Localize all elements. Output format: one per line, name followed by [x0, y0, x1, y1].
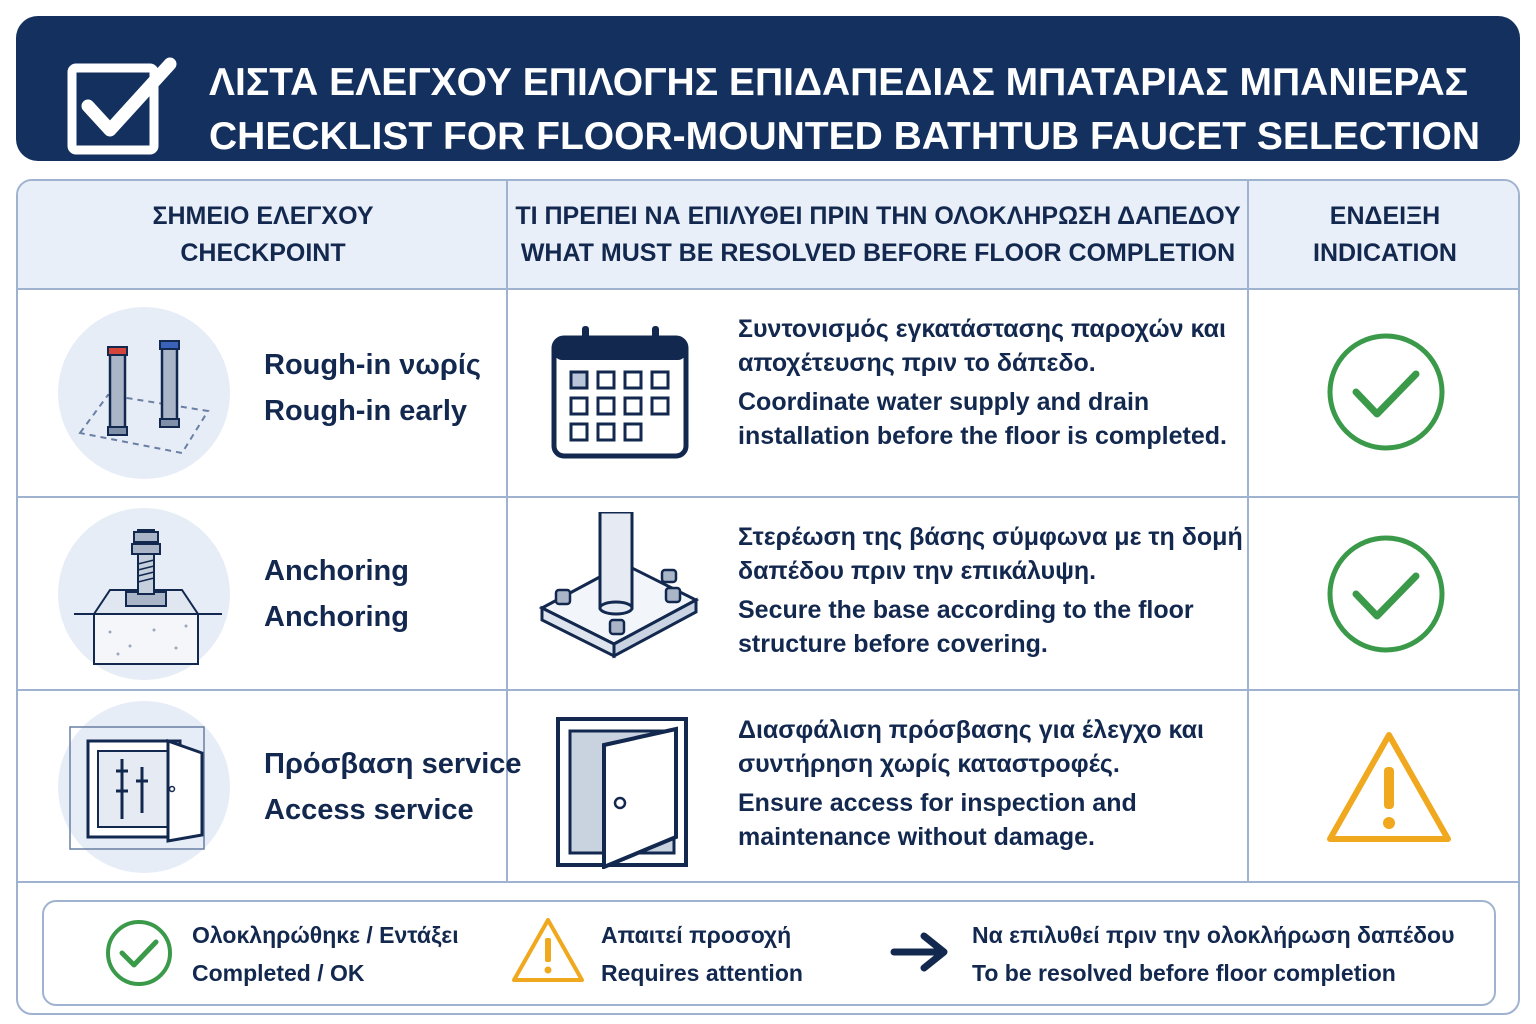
legend-label-greek: Απαιτεί προσοχή	[601, 922, 792, 948]
title-banner	[16, 16, 1520, 161]
column-header-greek: ΣΗΜΕΙΟ ΕΛΕΓΧΟΥ	[152, 201, 374, 230]
column-header-greek: ΤΙ ΠΡΕΠΕΙ ΝΑ ΕΠΙΛΥΘΕΙ ΠΡΙΝ ΤΗΝ ΟΛΟΚΛΗΡΩΣΗ ΔΑΠΕΔΟΥ	[515, 201, 1241, 230]
resolve-text-greek: Διασφάλιση πρόσβασης για έλεγχο και συντήρηση χωρίς καταστροφές.	[738, 716, 1204, 778]
warning-triangle-icon	[1324, 729, 1454, 845]
calendar-icon	[538, 326, 708, 460]
column-header-english: INDICATION	[1313, 238, 1457, 267]
warning-triangle-icon	[510, 916, 586, 984]
checkpoint-label-english: Rough-in early	[264, 395, 468, 427]
checklist-table	[16, 179, 1520, 1015]
legend-label-english: Completed / OK	[192, 960, 365, 986]
row-divider	[18, 881, 1518, 883]
checkpoint-label-greek: Anchoring	[264, 555, 409, 587]
check-circle-icon	[1324, 532, 1448, 656]
legend-label-greek: Να επιλυθεί πριν την ολοκλήρωση δαπέδου	[972, 922, 1455, 948]
resolve-text-english: Ensure access for inspection and maintenance without damage.	[738, 789, 1137, 851]
table-row	[18, 290, 1518, 496]
legend-label-english: To be resolved before floor completion	[972, 960, 1396, 986]
checkpoint-label-english: Anchoring	[264, 601, 409, 633]
checkpoint-label-greek: Πρόσβαση service	[264, 748, 522, 780]
column-header-resolve	[508, 181, 1248, 288]
legend	[42, 900, 1496, 1006]
legend-item-completed	[192, 916, 459, 992]
resolve-text	[738, 312, 1248, 453]
base-plate-icon	[538, 512, 718, 662]
legend-item-resolve	[972, 916, 1454, 992]
title-english: CHECKLIST FOR FLOOR-MOUNTED BATHTUB FAUCET SELECTION	[209, 115, 1481, 158]
table-row	[18, 691, 1518, 881]
door-icon	[538, 715, 718, 869]
table-header	[18, 181, 1518, 290]
resolve-text-english: Secure the base according to the floor structure before covering.	[738, 596, 1194, 658]
resolve-text	[738, 713, 1248, 854]
check-circle-icon	[1324, 330, 1448, 454]
checkpoint-label	[264, 548, 409, 640]
resolve-text	[738, 520, 1248, 661]
anchor-bolt-icon	[58, 508, 230, 680]
title-greek: ΛΙΣΤΑ ΕΛΕΓΧΟΥ ΕΠΙΛΟΓΗΣ ΕΠΙΔΑΠΕΔΙΑΣ ΜΠΑΤΑΡΙΑΣ ΜΠΑΝΙΕΡΑΣ	[209, 61, 1469, 104]
pipes-icon	[58, 307, 230, 479]
column-header-english: WHAT MUST BE RESOLVED BEFORE FLOOR COMPLETION	[520, 238, 1236, 267]
legend-item-attention	[601, 916, 803, 992]
resolve-text-english: Coordinate water supply and drain installation before the floor is completed.	[738, 388, 1227, 450]
table-row	[18, 498, 1518, 689]
checkpoint-label	[264, 342, 481, 434]
column-header-greek: ΕΝΔΕΙΞΗ	[1329, 201, 1441, 230]
access-panel-icon	[58, 701, 230, 873]
page-title	[209, 56, 1480, 164]
legend-label-english: Requires attention	[601, 960, 803, 986]
checkpoint-label-greek: Rough-in νωρίς	[264, 349, 481, 381]
check-circle-icon	[104, 918, 174, 988]
column-header-checkpoint	[18, 181, 508, 288]
column-header-indication	[1248, 181, 1520, 288]
column-header-english: CHECKPOINT	[180, 238, 346, 267]
resolve-text-greek: Συντονισμός εγκατάστασης παροχών και αποχέτευσης πριν το δάπεδο.	[738, 315, 1226, 377]
arrow-right-icon	[890, 932, 952, 972]
legend-label-greek: Ολοκληρώθηκε / Εντάξει	[192, 922, 459, 948]
checkpoint-label-english: Access service	[264, 794, 474, 826]
checkpoint-label	[264, 741, 522, 833]
resolve-text-greek: Στερέωση της βάσης σύμφωνα με τη δομή δαπέδου πριν την επικάλυψη.	[738, 523, 1243, 585]
checkbox-icon	[66, 54, 178, 158]
